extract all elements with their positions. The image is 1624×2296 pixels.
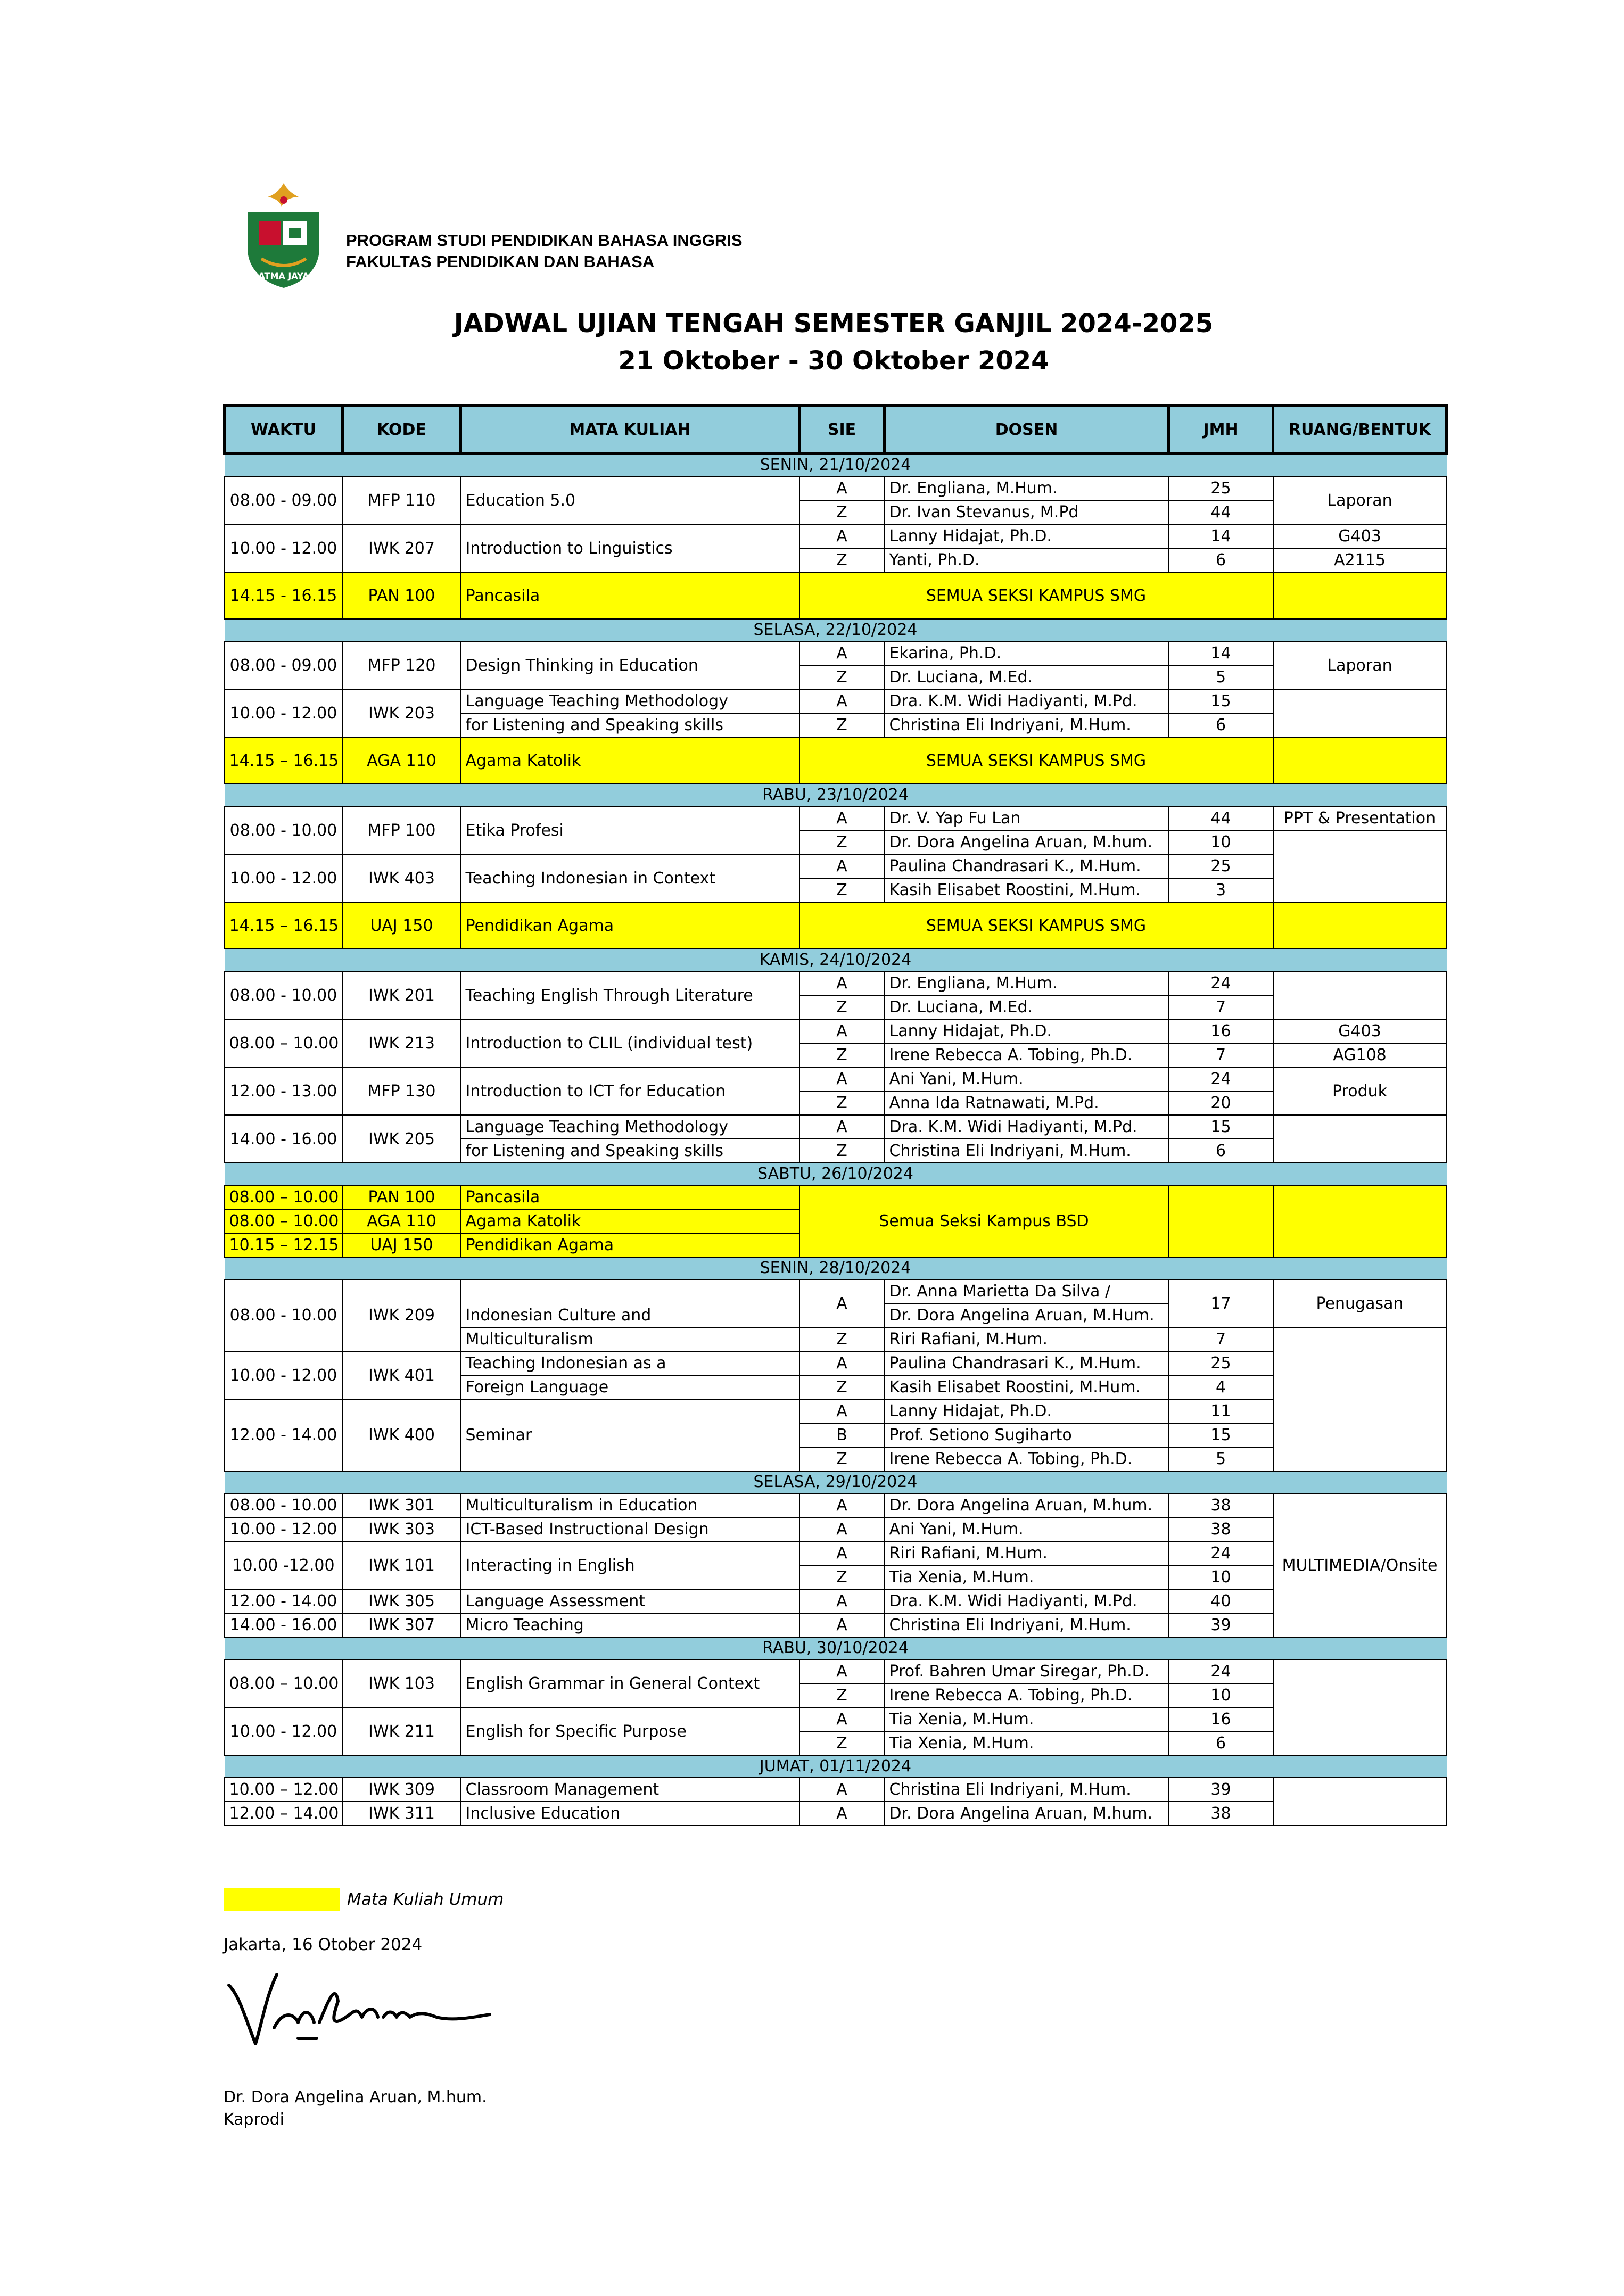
col-jmh: JMH xyxy=(1169,406,1273,453)
day-header: SABTU, 26/10/2024 xyxy=(225,1163,1447,1185)
table-row: Z Anna Ida Ratnawati, M.Pd. 20 xyxy=(225,1091,1447,1115)
day-header: SELASA, 29/10/2024 xyxy=(225,1471,1447,1493)
table-row: 12.00 - 13.00 MFP 130 Introduction to ICT for Education A Ani Yani, M.Hum. 24 Produk xyxy=(225,1067,1447,1091)
document-title: JADWAL UJIAN TENGAH SEMESTER GANJIL 2024-2025 xyxy=(454,309,1214,338)
day-header: SELASA, 22/10/2024 xyxy=(225,619,1447,641)
table-row: 10.15 – 12.15 UAJ 150 Pendidikan Agama xyxy=(225,1233,1447,1257)
table-row: B Prof. Setiono Sugiharto 15 xyxy=(225,1423,1447,1447)
table-row: 10.00 - 12.00 IWK 207 Introduction to Linguistics A Lanny Hidajat, Ph.D. 14 G403 xyxy=(225,524,1447,548)
legend-swatch xyxy=(224,1888,340,1911)
table-row: Dr. Dora Angelina Aruan, M.Hum. xyxy=(225,1303,1447,1327)
program-name: PROGRAM STUDI PENDIDIKAN BAHASA INGGRIS xyxy=(346,231,743,250)
signer-role: Kaprodi xyxy=(224,2110,284,2129)
table-row: Z Tia Xenia, M.Hum. 10 xyxy=(225,1565,1447,1589)
table-row: 08.00 – 10.00 PAN 100 Pancasila Semua Seksi Kampus BSD xyxy=(225,1185,1447,1209)
day-header: JUMAT, 01/11/2024 xyxy=(225,1755,1447,1778)
table-row: Foreign Language Z Kasih Elisabet Roostini, M.Hum. 4 xyxy=(225,1375,1447,1399)
col-ruang: RUANG/BENTUK xyxy=(1273,406,1447,453)
legend-label: Mata Kuliah Umum xyxy=(347,1890,504,1909)
table-row: Z Dr. Luciana, M.Ed. 5 xyxy=(225,665,1447,689)
institution-header xyxy=(346,230,743,272)
table-row: 08.00 - 09.00 MFP 120 Design Thinking in Education A Ekarina, Ph.D. 14 Laporan xyxy=(225,641,1447,665)
table-row: 10.00 - 12.00 IWK 403 Teaching Indonesian in Context A Paulina Chandrasari K., M.Hum. 25 xyxy=(225,854,1447,878)
table-row: Z Dr. Luciana, M.Ed. 7 xyxy=(225,995,1447,1019)
day-header: SENIN, 28/10/2024 xyxy=(225,1257,1447,1279)
table-row: Z Dr. Ivan Stevanus, M.Pd 44 xyxy=(225,500,1447,524)
table-row: Z Yanti, Ph.D. 6 A2115 xyxy=(225,548,1447,572)
document-subtitle: 21 Oktober - 30 Oktober 2024 xyxy=(618,346,1049,376)
table-row: 10.00 - 12.00 IWK 211 English for Specific Purpose A Tia Xenia, M.Hum. 16 xyxy=(225,1707,1447,1731)
table-row: 08.00 – 10.00 IWK 213 Introduction to CLIL (individual test) A Lanny Hidajat, Ph.D. 16 G403 xyxy=(225,1019,1447,1043)
table-row: 10.00 - 12.00 IWK 401 Teaching Indonesian as a A Paulina Chandrasari K., M.Hum. 25 xyxy=(225,1351,1447,1375)
table-row: 14.15 – 16.15 UAJ 150 Pendidikan Agama SEMUA SEKSI KAMPUS SMG xyxy=(225,902,1447,949)
signer-block xyxy=(224,2086,487,2131)
table-row: 10.00 – 12.00 IWK 309 Classroom Management A Christina Eli Indriyani, M.Hum. 39 xyxy=(225,1778,1447,1802)
table-row: 08.00 - 10.00 IWK 209 Indonesian Culture and A Dr. Anna Marietta Da Silva / 17 Penugasan xyxy=(225,1279,1447,1303)
place-date: Jakarta, 16 Otober 2024 xyxy=(224,1935,423,1954)
table-row: 08.00 - 10.00 IWK 301 Multiculturalism in Education A Dr. Dora Angelina Aruan, M.hum. 38 MULTIMEDIA/Onsite xyxy=(225,1493,1447,1517)
table-row: 14.15 – 16.15 AGA 110 Agama Katolik SEMUA SEKSI KAMPUS SMG xyxy=(225,737,1447,784)
table-row: Multiculturalism Z Riri Rafiani, M.Hum. 7 xyxy=(225,1327,1447,1351)
table-row: 14.00 - 16.00 IWK 205 Language Teaching Methodology A Dra. K.M. Widi Hadiyanti, M.Pd. 15 xyxy=(225,1115,1447,1139)
day-header: SENIN, 21/10/2024 xyxy=(225,453,1447,477)
signature-image xyxy=(224,1964,500,2054)
table-row: 12.00 - 14.00 IWK 400 Seminar A Lanny Hidajat, Ph.D. 11 xyxy=(225,1399,1447,1423)
table-row: 08.00 - 09.00 MFP 110 Education 5.0 A Dr. Engliana, M.Hum. 25 Laporan xyxy=(225,476,1447,500)
col-mata-kuliah: MATA KULIAH xyxy=(461,406,799,453)
table-row: 12.00 - 14.00 IWK 305 Language Assessment A Dra. K.M. Widi Hadiyanti, M.Pd. 40 xyxy=(225,1589,1447,1613)
col-kode: KODE xyxy=(343,406,461,453)
day-header: KAMIS, 24/10/2024 xyxy=(225,949,1447,971)
university-logo xyxy=(242,179,325,291)
table-row: 08.00 – 10.00 AGA 110 Agama Katolik xyxy=(225,1209,1447,1233)
day-header: RABU, 30/10/2024 xyxy=(225,1637,1447,1659)
table-row: for Listening and Speaking skills Z Christina Eli Indriyani, M.Hum. 6 xyxy=(225,713,1447,737)
faculty-name: FAKULTAS PENDIDIKAN DAN BAHASA xyxy=(346,252,655,271)
table-row: 10.00 -12.00 IWK 101 Interacting in English A Riri Rafiani, M.Hum. 24 xyxy=(225,1541,1447,1565)
table-row: 10.00 - 12.00 IWK 303 ICT-Based Instructional Design A Ani Yani, M.Hum. 38 xyxy=(225,1517,1447,1541)
col-waktu: WAKTU xyxy=(225,406,343,453)
table-row: 14.00 - 16.00 IWK 307 Micro Teaching A Christina Eli Indriyani, M.Hum. 39 xyxy=(225,1613,1447,1637)
col-sie: SIE xyxy=(799,406,885,453)
table-row: 08.00 - 10.00 MFP 100 Etika Profesi A Dr. V. Yap Fu Lan 44 PPT & Presentation xyxy=(225,806,1447,830)
table-row: Z Irene Rebecca A. Tobing, Ph.D. 10 xyxy=(225,1683,1447,1707)
table-row: 08.00 – 10.00 IWK 103 English Grammar in General Context A Prof. Bahren Umar Siregar, Ph.D. 24 xyxy=(225,1659,1447,1683)
day-header: RABU, 23/10/2024 xyxy=(225,784,1447,806)
table-row: Z Irene Rebecca A. Tobing, Ph.D. 5 xyxy=(225,1447,1447,1471)
table-row: Z Dr. Dora Angelina Aruan, M.hum. 10 xyxy=(225,830,1447,854)
col-dosen: DOSEN xyxy=(885,406,1169,453)
table-row: for Listening and Speaking skills Z Christina Eli Indriyani, M.Hum. 6 xyxy=(225,1139,1447,1163)
table-row: Z Tia Xenia, M.Hum. 6 xyxy=(225,1731,1447,1755)
exam-schedule-table xyxy=(223,404,1448,1826)
logo-text: ATMA JAYA xyxy=(258,271,309,281)
table-row: Z Irene Rebecca A. Tobing, Ph.D. 7 AG108 xyxy=(225,1043,1447,1067)
table-header-row xyxy=(225,406,1447,453)
table-row: 10.00 - 12.00 IWK 203 Language Teaching Methodology A Dra. K.M. Widi Hadiyanti, M.Pd. 15 xyxy=(225,689,1447,713)
table-row: 12.00 – 14.00 IWK 311 Inclusive Education A Dr. Dora Angelina Aruan, M.hum. 38 xyxy=(225,1802,1447,1826)
table-row: Z Kasih Elisabet Roostini, M.Hum. 3 xyxy=(225,878,1447,902)
signer-name: Dr. Dora Angelina Aruan, M.hum. xyxy=(224,2088,487,2107)
table-row: 08.00 - 10.00 IWK 201 Teaching English Through Literature A Dr. Engliana, M.Hum. 24 xyxy=(225,971,1447,995)
table-row: 14.15 - 16.15 PAN 100 Pancasila SEMUA SEKSI KAMPUS SMG xyxy=(225,572,1447,619)
